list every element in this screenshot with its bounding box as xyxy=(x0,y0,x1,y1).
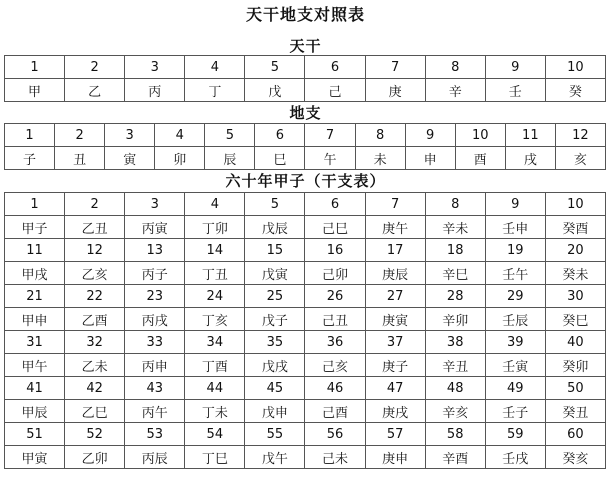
jiazi-number-cell: 49 xyxy=(485,377,545,400)
jiazi-number-cell: 31 xyxy=(5,331,65,354)
tiangan-number-cell: 3 xyxy=(125,56,185,79)
jiazi-number-cell: 19 xyxy=(485,239,545,262)
jiazi-number-cell: 44 xyxy=(185,377,245,400)
jiazi-number-cell: 25 xyxy=(245,285,305,308)
tiangan-number-row xyxy=(5,56,606,79)
jiazi-number-cell: 55 xyxy=(245,423,305,446)
jiazi-number-cell: 2 xyxy=(65,193,125,216)
jiazi-number-cell: 15 xyxy=(245,239,305,262)
jiazi-name-row xyxy=(5,308,606,331)
jiazi-number-cell: 13 xyxy=(125,239,185,262)
jiazi-name-cell: 庚午 xyxy=(365,216,425,239)
jiazi-name-cell: 癸酉 xyxy=(545,216,605,239)
jiazi-name-cell: 戊午 xyxy=(245,446,305,469)
jiazi-number-cell: 12 xyxy=(65,239,125,262)
jiazi-number-cell: 50 xyxy=(545,377,605,400)
jiazi-name-cell: 丁巳 xyxy=(185,446,245,469)
dizhi-number-cell: 11 xyxy=(505,124,555,147)
jiazi-number-cell: 27 xyxy=(365,285,425,308)
tiangan-number-cell: 7 xyxy=(365,56,425,79)
jiazi-name-cell: 癸巳 xyxy=(545,308,605,331)
jiazi-number-cell: 40 xyxy=(545,331,605,354)
jiazi-name-cell: 庚戌 xyxy=(365,400,425,423)
tiangan-char-cell: 壬 xyxy=(485,79,545,102)
tiangan-char-row xyxy=(5,79,606,102)
jiazi-number-cell: 60 xyxy=(545,423,605,446)
jiazi-name-cell: 癸丑 xyxy=(545,400,605,423)
dizhi-char-cell: 子 xyxy=(5,147,55,170)
dizhi-number-cell: 2 xyxy=(55,124,105,147)
jiazi-number-cell: 58 xyxy=(425,423,485,446)
jiazi-number-cell: 33 xyxy=(125,331,185,354)
jiazi-name-cell: 戊辰 xyxy=(245,216,305,239)
jiazi-name-cell: 戊申 xyxy=(245,400,305,423)
jiazi-name-cell: 乙未 xyxy=(65,354,125,377)
dizhi-number-cell: 5 xyxy=(205,124,255,147)
jiazi-name-cell: 丁卯 xyxy=(185,216,245,239)
tiangan-number-cell: 2 xyxy=(65,56,125,79)
jiazi-number-cell: 36 xyxy=(305,331,365,354)
jiazi-name-cell: 乙酉 xyxy=(65,308,125,331)
jiazi-number-cell: 4 xyxy=(185,193,245,216)
jiazi-number-cell: 1 xyxy=(5,193,65,216)
tiangan-number-cell: 6 xyxy=(305,56,365,79)
jiazi-number-cell: 47 xyxy=(365,377,425,400)
tiangan-char-cell: 癸 xyxy=(545,79,605,102)
jiazi-name-cell: 庚子 xyxy=(365,354,425,377)
jiazi-number-cell: 54 xyxy=(185,423,245,446)
jiazi-name-cell: 戊子 xyxy=(245,308,305,331)
jiazi-name-cell: 丁丑 xyxy=(185,262,245,285)
jiazi-name-cell: 己亥 xyxy=(305,354,365,377)
jiazi-name-cell: 己未 xyxy=(305,446,365,469)
dizhi-char-cell: 未 xyxy=(355,147,405,170)
jiazi-number-cell: 22 xyxy=(65,285,125,308)
tiangan-char-cell: 辛 xyxy=(425,79,485,102)
jiazi-name-cell: 癸未 xyxy=(545,262,605,285)
jiazi-number-cell: 35 xyxy=(245,331,305,354)
tiangan-table xyxy=(4,55,606,102)
jiazi-name-cell: 己酉 xyxy=(305,400,365,423)
jiazi-number-cell: 34 xyxy=(185,331,245,354)
dizhi-char-cell: 丑 xyxy=(55,147,105,170)
tiangan-number-cell: 1 xyxy=(5,56,65,79)
jiazi-number-row xyxy=(5,423,606,446)
jiazi-title: 六十年甲子（干支表） xyxy=(225,172,386,190)
jiazi-number-cell: 8 xyxy=(425,193,485,216)
jiazi-number-cell: 38 xyxy=(425,331,485,354)
tiangan-char-cell: 己 xyxy=(305,79,365,102)
jiazi-number-cell: 48 xyxy=(425,377,485,400)
jiazi-name-cell: 己丑 xyxy=(305,308,365,331)
jiazi-name-cell: 辛巳 xyxy=(425,262,485,285)
dizhi-number-cell: 8 xyxy=(355,124,405,147)
tiangan-number-cell: 9 xyxy=(485,56,545,79)
jiazi-name-cell: 庚寅 xyxy=(365,308,425,331)
jiazi-number-cell: 37 xyxy=(365,331,425,354)
jiazi-name-cell: 戊寅 xyxy=(245,262,305,285)
jiazi-name-cell: 己巳 xyxy=(305,216,365,239)
jiazi-number-cell: 26 xyxy=(305,285,365,308)
jiazi-name-cell: 甲子 xyxy=(5,216,65,239)
jiazi-name-cell: 甲申 xyxy=(5,308,65,331)
jiazi-number-cell: 53 xyxy=(125,423,185,446)
dizhi-number-cell: 10 xyxy=(455,124,505,147)
jiazi-number-cell: 20 xyxy=(545,239,605,262)
dizhi-char-cell: 午 xyxy=(305,147,355,170)
jiazi-name-cell: 丁亥 xyxy=(185,308,245,331)
jiazi-name-cell: 丁酉 xyxy=(185,354,245,377)
jiazi-name-cell: 丙戌 xyxy=(125,308,185,331)
jiazi-name-cell: 乙丑 xyxy=(65,216,125,239)
jiazi-number-cell: 9 xyxy=(485,193,545,216)
tiangan-number-cell: 8 xyxy=(425,56,485,79)
tiangan-number-cell: 4 xyxy=(185,56,245,79)
jiazi-name-cell: 戊戌 xyxy=(245,354,305,377)
jiazi-number-cell: 23 xyxy=(125,285,185,308)
jiazi-name-row xyxy=(5,446,606,469)
jiazi-name-row xyxy=(5,262,606,285)
jiazi-number-cell: 42 xyxy=(65,377,125,400)
jiazi-name-cell: 丙申 xyxy=(125,354,185,377)
tiangan-number-cell: 10 xyxy=(545,56,605,79)
tiangan-char-cell: 丙 xyxy=(125,79,185,102)
jiazi-number-row xyxy=(5,377,606,400)
jiazi-number-cell: 18 xyxy=(425,239,485,262)
jiazi-name-cell: 壬辰 xyxy=(485,308,545,331)
jiazi-name-row xyxy=(5,400,606,423)
jiazi-number-cell: 39 xyxy=(485,331,545,354)
jiazi-name-cell: 壬戌 xyxy=(485,446,545,469)
dizhi-title: 地支 xyxy=(289,104,322,122)
jiazi-number-cell: 57 xyxy=(365,423,425,446)
dizhi-char-cell: 卯 xyxy=(155,147,205,170)
dizhi-char-cell: 酉 xyxy=(455,147,505,170)
jiazi-number-cell: 51 xyxy=(5,423,65,446)
jiazi-number-cell: 5 xyxy=(245,193,305,216)
dizhi-table xyxy=(4,123,606,170)
jiazi-name-cell: 甲戌 xyxy=(5,262,65,285)
jiazi-number-cell: 14 xyxy=(185,239,245,262)
dizhi-char-cell: 寅 xyxy=(105,147,155,170)
jiazi-name-cell: 庚申 xyxy=(365,446,425,469)
dizhi-number-cell: 7 xyxy=(305,124,355,147)
tiangan-char-cell: 丁 xyxy=(185,79,245,102)
jiazi-name-cell: 壬午 xyxy=(485,262,545,285)
jiazi-number-cell: 32 xyxy=(65,331,125,354)
jiazi-name-cell: 壬寅 xyxy=(485,354,545,377)
jiazi-number-cell: 6 xyxy=(305,193,365,216)
dizhi-char-cell: 巳 xyxy=(255,147,305,170)
jiazi-name-cell: 丙子 xyxy=(125,262,185,285)
jiazi-number-cell: 45 xyxy=(245,377,305,400)
jiazi-number-cell: 56 xyxy=(305,423,365,446)
jiazi-number-cell: 17 xyxy=(365,239,425,262)
jiazi-name-cell: 丙寅 xyxy=(125,216,185,239)
jiazi-number-cell: 10 xyxy=(545,193,605,216)
dizhi-number-cell: 12 xyxy=(555,124,605,147)
tiangan-title: 天干 xyxy=(289,37,322,55)
jiazi-number-cell: 24 xyxy=(185,285,245,308)
jiazi-name-cell: 乙亥 xyxy=(65,262,125,285)
jiazi-number-cell: 11 xyxy=(5,239,65,262)
jiazi-table xyxy=(4,192,606,469)
jiazi-number-row xyxy=(5,285,606,308)
dizhi-number-cell: 4 xyxy=(155,124,205,147)
dizhi-char-cell: 戌 xyxy=(505,147,555,170)
jiazi-name-cell: 癸亥 xyxy=(545,446,605,469)
tiangan-char-cell: 甲 xyxy=(5,79,65,102)
jiazi-number-cell: 21 xyxy=(5,285,65,308)
jiazi-number-cell: 59 xyxy=(485,423,545,446)
dizhi-char-cell: 亥 xyxy=(555,147,605,170)
tiangan-char-cell: 戊 xyxy=(245,79,305,102)
jiazi-number-cell: 16 xyxy=(305,239,365,262)
jiazi-name-cell: 乙卯 xyxy=(65,446,125,469)
jiazi-name-cell: 丁未 xyxy=(185,400,245,423)
dizhi-number-cell: 1 xyxy=(5,124,55,147)
jiazi-name-cell: 癸卯 xyxy=(545,354,605,377)
jiazi-name-cell: 辛未 xyxy=(425,216,485,239)
jiazi-number-cell: 28 xyxy=(425,285,485,308)
tiangan-char-cell: 乙 xyxy=(65,79,125,102)
dizhi-number-row xyxy=(5,124,606,147)
dizhi-char-cell: 申 xyxy=(405,147,455,170)
jiazi-name-cell: 辛卯 xyxy=(425,308,485,331)
jiazi-number-cell: 7 xyxy=(365,193,425,216)
jiazi-number-cell: 46 xyxy=(305,377,365,400)
jiazi-name-cell: 辛丑 xyxy=(425,354,485,377)
tiangan-number-cell: 5 xyxy=(245,56,305,79)
jiazi-name-cell: 丙午 xyxy=(125,400,185,423)
jiazi-number-cell: 43 xyxy=(125,377,185,400)
dizhi-char-row xyxy=(5,147,606,170)
jiazi-number-row xyxy=(5,193,606,216)
jiazi-name-cell: 辛亥 xyxy=(425,400,485,423)
jiazi-name-cell: 丙辰 xyxy=(125,446,185,469)
tiangan-char-cell: 庚 xyxy=(365,79,425,102)
jiazi-name-cell: 己卯 xyxy=(305,262,365,285)
jiazi-number-cell: 30 xyxy=(545,285,605,308)
document-title: 天干地支对照表 xyxy=(245,5,365,24)
jiazi-number-cell: 41 xyxy=(5,377,65,400)
jiazi-number-row xyxy=(5,331,606,354)
jiazi-name-cell: 甲辰 xyxy=(5,400,65,423)
jiazi-name-row xyxy=(5,354,606,377)
jiazi-number-row xyxy=(5,239,606,262)
jiazi-name-cell: 辛酉 xyxy=(425,446,485,469)
dizhi-char-cell: 辰 xyxy=(205,147,255,170)
jiazi-number-cell: 29 xyxy=(485,285,545,308)
jiazi-name-cell: 甲午 xyxy=(5,354,65,377)
dizhi-number-cell: 6 xyxy=(255,124,305,147)
jiazi-name-cell: 庚辰 xyxy=(365,262,425,285)
jiazi-number-cell: 3 xyxy=(125,193,185,216)
jiazi-name-cell: 乙巳 xyxy=(65,400,125,423)
jiazi-name-cell: 甲寅 xyxy=(5,446,65,469)
jiazi-name-cell: 壬子 xyxy=(485,400,545,423)
jiazi-number-cell: 52 xyxy=(65,423,125,446)
jiazi-name-cell: 壬申 xyxy=(485,216,545,239)
dizhi-number-cell: 9 xyxy=(405,124,455,147)
jiazi-name-row xyxy=(5,216,606,239)
dizhi-number-cell: 3 xyxy=(105,124,155,147)
